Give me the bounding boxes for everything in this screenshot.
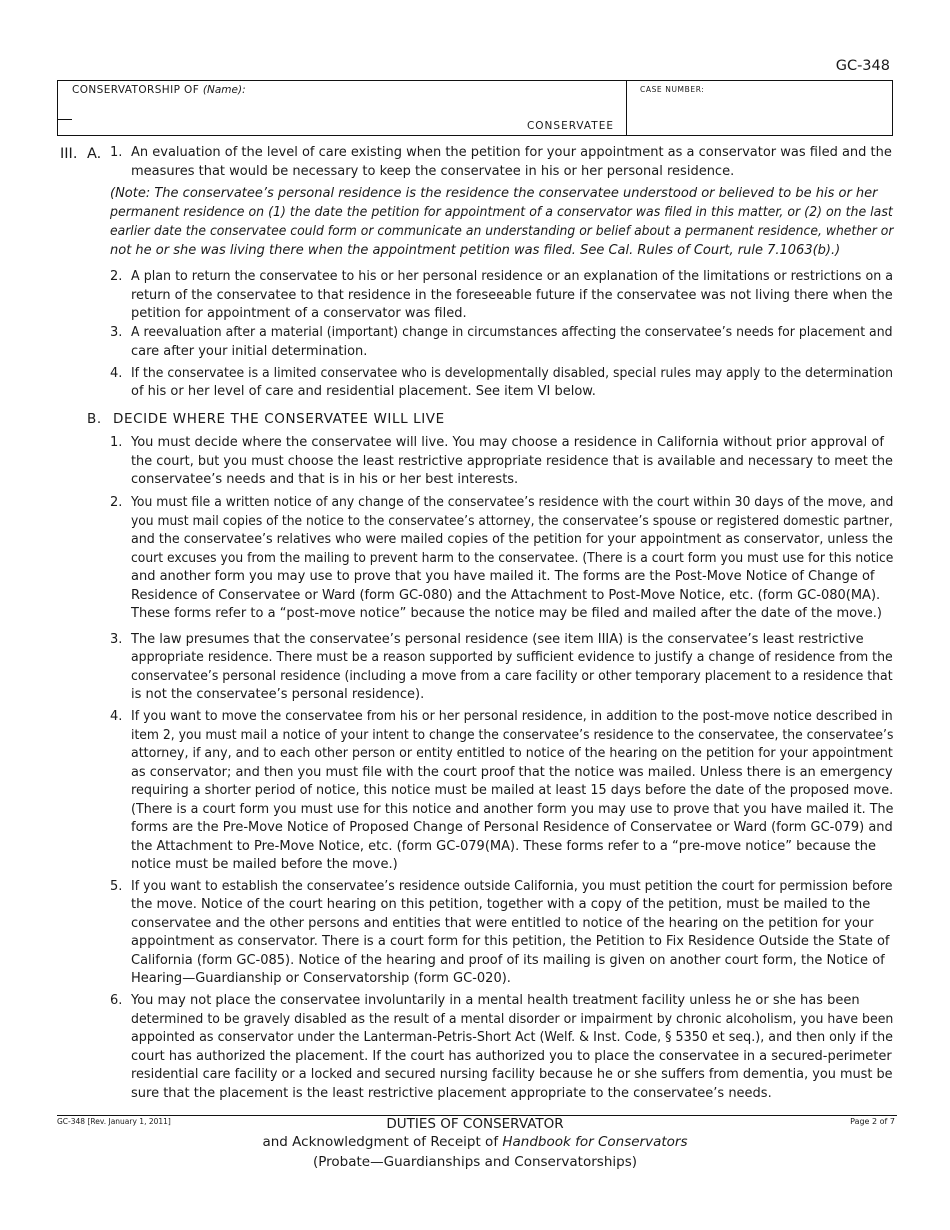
conservatee-name-field[interactable]: [58, 81, 627, 135]
b-item-2-line: court excuses you from the mailing to prevent harm to the conservatee. (There is a court form you must use for this notice: [131, 551, 894, 566]
b-item-2-line: you must mail copies of the notice to the conservatee’s attorney, the conservatee’s spouse or registered domestic partner,: [131, 514, 893, 529]
form-revision: GC-348 [Rev. January 1, 2011]: [57, 1117, 171, 1126]
footer-subtitle: and Acknowledgment of Receipt of Handbook for Conservators: [262, 1134, 688, 1150]
b-item-6-line: determined to be gravely disabled as the result of a mental disorder or impairment by chronic alcoholism, you have been: [131, 1012, 894, 1027]
b-item-6-line: court has authorized the placement. If the court has authorized you to place the conservatee in a secured-perimeter: [131, 1049, 892, 1064]
b-item-5-line: California (form GC-085). Notice of the hearing and proof of its mailing is given on another court form, the Notice of: [131, 953, 885, 968]
note-line-4: not he or she was living there when the appointment petition was filed. See Cal. Rules of Court, rule 7.1063(b).): [110, 243, 841, 258]
b-item-3-line: The law presumes that the conservatee’s personal residence (see item IIIA) is the conservatee’s least restrictive: [131, 632, 864, 647]
a-item-3-num: 3.: [110, 325, 123, 340]
a-item-1-num: 1.: [110, 145, 123, 160]
b-item-1-line: conservatee’s needs and that is in his or her best interests.: [131, 472, 519, 487]
a-item-4-num: 4.: [110, 366, 123, 381]
a-item-3-line-2: care after your initial determination.: [131, 344, 368, 359]
b-item-2-num: 2.: [110, 495, 123, 510]
a-item-1-line-2: measures that would be necessary to keep the conservatee in his or her personal residence.: [131, 164, 735, 179]
page-number: Page 2 of 7: [850, 1117, 895, 1126]
b-item-3-line: conservatee’s personal residence (including a move from a care facility or other temporary placement to a residence that: [131, 669, 893, 684]
section-roman: III.: [60, 146, 78, 162]
b-item-4-line: attorney, if any, and to each other person or entity entitled to notice of the hearing on the petition for your appointment: [131, 746, 893, 761]
a-item-1-line-1: An evaluation of the level of care existing when the petition for your appointment as a conservator was filed and the: [131, 145, 892, 160]
b-item-3-num: 3.: [110, 632, 123, 647]
b-item-3-line: is not the conservatee’s personal residence).: [131, 687, 425, 702]
a-item-2-num: 2.: [110, 269, 123, 284]
b-item-5-line: the move. Notice of the court hearing on this petition, together with a copy of the petition, must be mailed to the: [131, 897, 871, 912]
section-b-label: B.: [87, 411, 102, 427]
b-item-6-line: You may not place the conservatee involuntarily in a mental health treatment facility unless he or she has been: [131, 993, 860, 1008]
b-item-2-line: These forms refer to a “post-move notice” because the notice may be filed and mailed after the date of the move.): [131, 606, 882, 621]
note-line-1: (Note: The conservatee’s personal residence is the residence the conservatee understood or believed to be his or her: [110, 186, 878, 201]
form-number: GC-348: [835, 58, 890, 74]
b-item-4-line: as conservator; and then you must file with the court proof that the notice was mailed. Unless there is an emergency: [131, 765, 893, 780]
section-a-label: A.: [87, 146, 102, 162]
a-item-4-line-1: If the conservatee is a limited conservatee who is developmentally disabled, special rules may apply to the determination: [131, 366, 893, 381]
b-item-2-line: and another form you may use to prove that you have mailed it. The forms are the Post-Move Notice of Change of: [131, 569, 875, 584]
a-item-4-line-2: of his or her level of care and residential placement. See item VI below.: [131, 384, 596, 399]
a-item-2-line-3: petition for appointment of a conservator was filed.: [131, 306, 467, 321]
note-line-2: permanent residence on (1) the date the petition for appointment of a conservator was filed in this matter, or (2) on the last: [110, 205, 893, 220]
b-item-3-line: appropriate residence. There must be a reason supported by sufficient evidence to justify a change of residence from the: [131, 650, 893, 665]
a-item-2-line-2: return of the conservatee to that residence in the foreseeable future if the conservatee was not living there when the: [131, 288, 893, 303]
b-item-4-line: item 2, you must mail a notice of your intent to change the conservatee’s residence to the conservatee, the conservatee’s: [131, 728, 894, 743]
a-item-3-line-1: A reevaluation after a material (important) change in circumstances affecting the conservatee’s needs for placement and: [131, 325, 893, 340]
b-item-6-line: appointed as conservator under the Lanterman-Petris-Short Act (Welf. & Inst. Code, § 5350 et seq.), and then only if the: [131, 1030, 893, 1045]
b-item-5-line: appointment as conservator. There is a court form for this petition, the Petition to Fix Residence Outside the State of: [131, 934, 890, 949]
b-item-4-num: 4.: [110, 709, 123, 724]
footer-category: (Probate—Guardianships and Conservatorships): [312, 1154, 637, 1170]
b-item-5-line: Hearing—Guardianship or Conservatorship (form GC-020).: [131, 971, 511, 986]
b-item-4-line: the Attachment to Pre-Move Notice, etc. (form GC-079(MA). These forms refer to a “pre-move notice” because the: [131, 839, 876, 854]
b-item-4-line: forms are the Pre-Move Notice of Proposed Change of Personal Residence of Conservatee or Ward (form GC-079) and: [131, 820, 893, 835]
b-item-6-num: 6.: [110, 993, 123, 1008]
b-item-4-line: requiring a shorter period of notice, this notice must be mailed at least 15 days before the date of the proposed move.: [131, 783, 894, 798]
b-item-2-line: Residence of Conservatee or Ward (form GC-080) and the Attachment to Post-Move Notice, etc. (form GC-080(MA).: [131, 588, 881, 603]
b-item-2-line: and the conservatee’s relatives who were mailed copies of the petition for your appointment as conservator, unless the: [131, 532, 893, 547]
b-item-1-num: 1.: [110, 435, 123, 450]
a-item-2-line-1: A plan to return the conservatee to his or her personal residence or an explanation of the limitations or restrictions on a: [131, 269, 894, 284]
b-item-5-line: conservatee and the other persons and entities that were entitled to notice of the hearing on the petition for your: [131, 916, 874, 931]
note-line-3: earlier date the conservatee could form or communicate an understanding or belief about a permanent residence, whether or: [110, 224, 894, 239]
b-item-1-line: You must decide where the conservatee will live. You may choose a residence in California without prior approval of: [131, 435, 884, 450]
b-item-1-line: the court, but you must choose the least restrictive appropriate residence that is available and necessary to meet the: [131, 454, 893, 469]
b-item-4-line: (There is a court form you must use for this notice and another form you may use to prove that you have mailed it. The: [131, 802, 894, 817]
b-item-5-num: 5.: [110, 879, 123, 894]
section-b-heading: DECIDE WHERE THE CONSERVATEE WILL LIVE: [113, 411, 445, 427]
conservatee-label: CONSERVATEE: [526, 120, 614, 132]
b-item-4-line: notice must be mailed before the move.): [131, 857, 398, 872]
footer-title: DUTIES OF CONSERVATOR: [386, 1116, 564, 1132]
conservatorship-label: CONSERVATORSHIP OF (Name):: [72, 84, 246, 96]
b-item-2-line: You must file a written notice of any change of the conservatee’s residence with the court within 30 days of the move, and: [131, 495, 894, 510]
b-item-5-line: If you want to establish the conservatee’s residence outside California, you must petition the court for permission before: [131, 879, 893, 894]
b-item-4-line: If you want to move the conservatee from his or her personal residence, in addition to the post-move notice described in: [131, 709, 893, 724]
b-item-6-line: residential care facility or a locked and secured nursing facility because he or she suffers from dementia, you must be: [131, 1067, 893, 1082]
case-number-label: CASE NUMBER:: [640, 85, 705, 94]
caption-box: [57, 80, 893, 136]
b-item-6-line: sure that the placement is the least restrictive placement appropriate to the conservatee’s needs.: [131, 1086, 772, 1101]
caption-dash: [58, 119, 72, 120]
